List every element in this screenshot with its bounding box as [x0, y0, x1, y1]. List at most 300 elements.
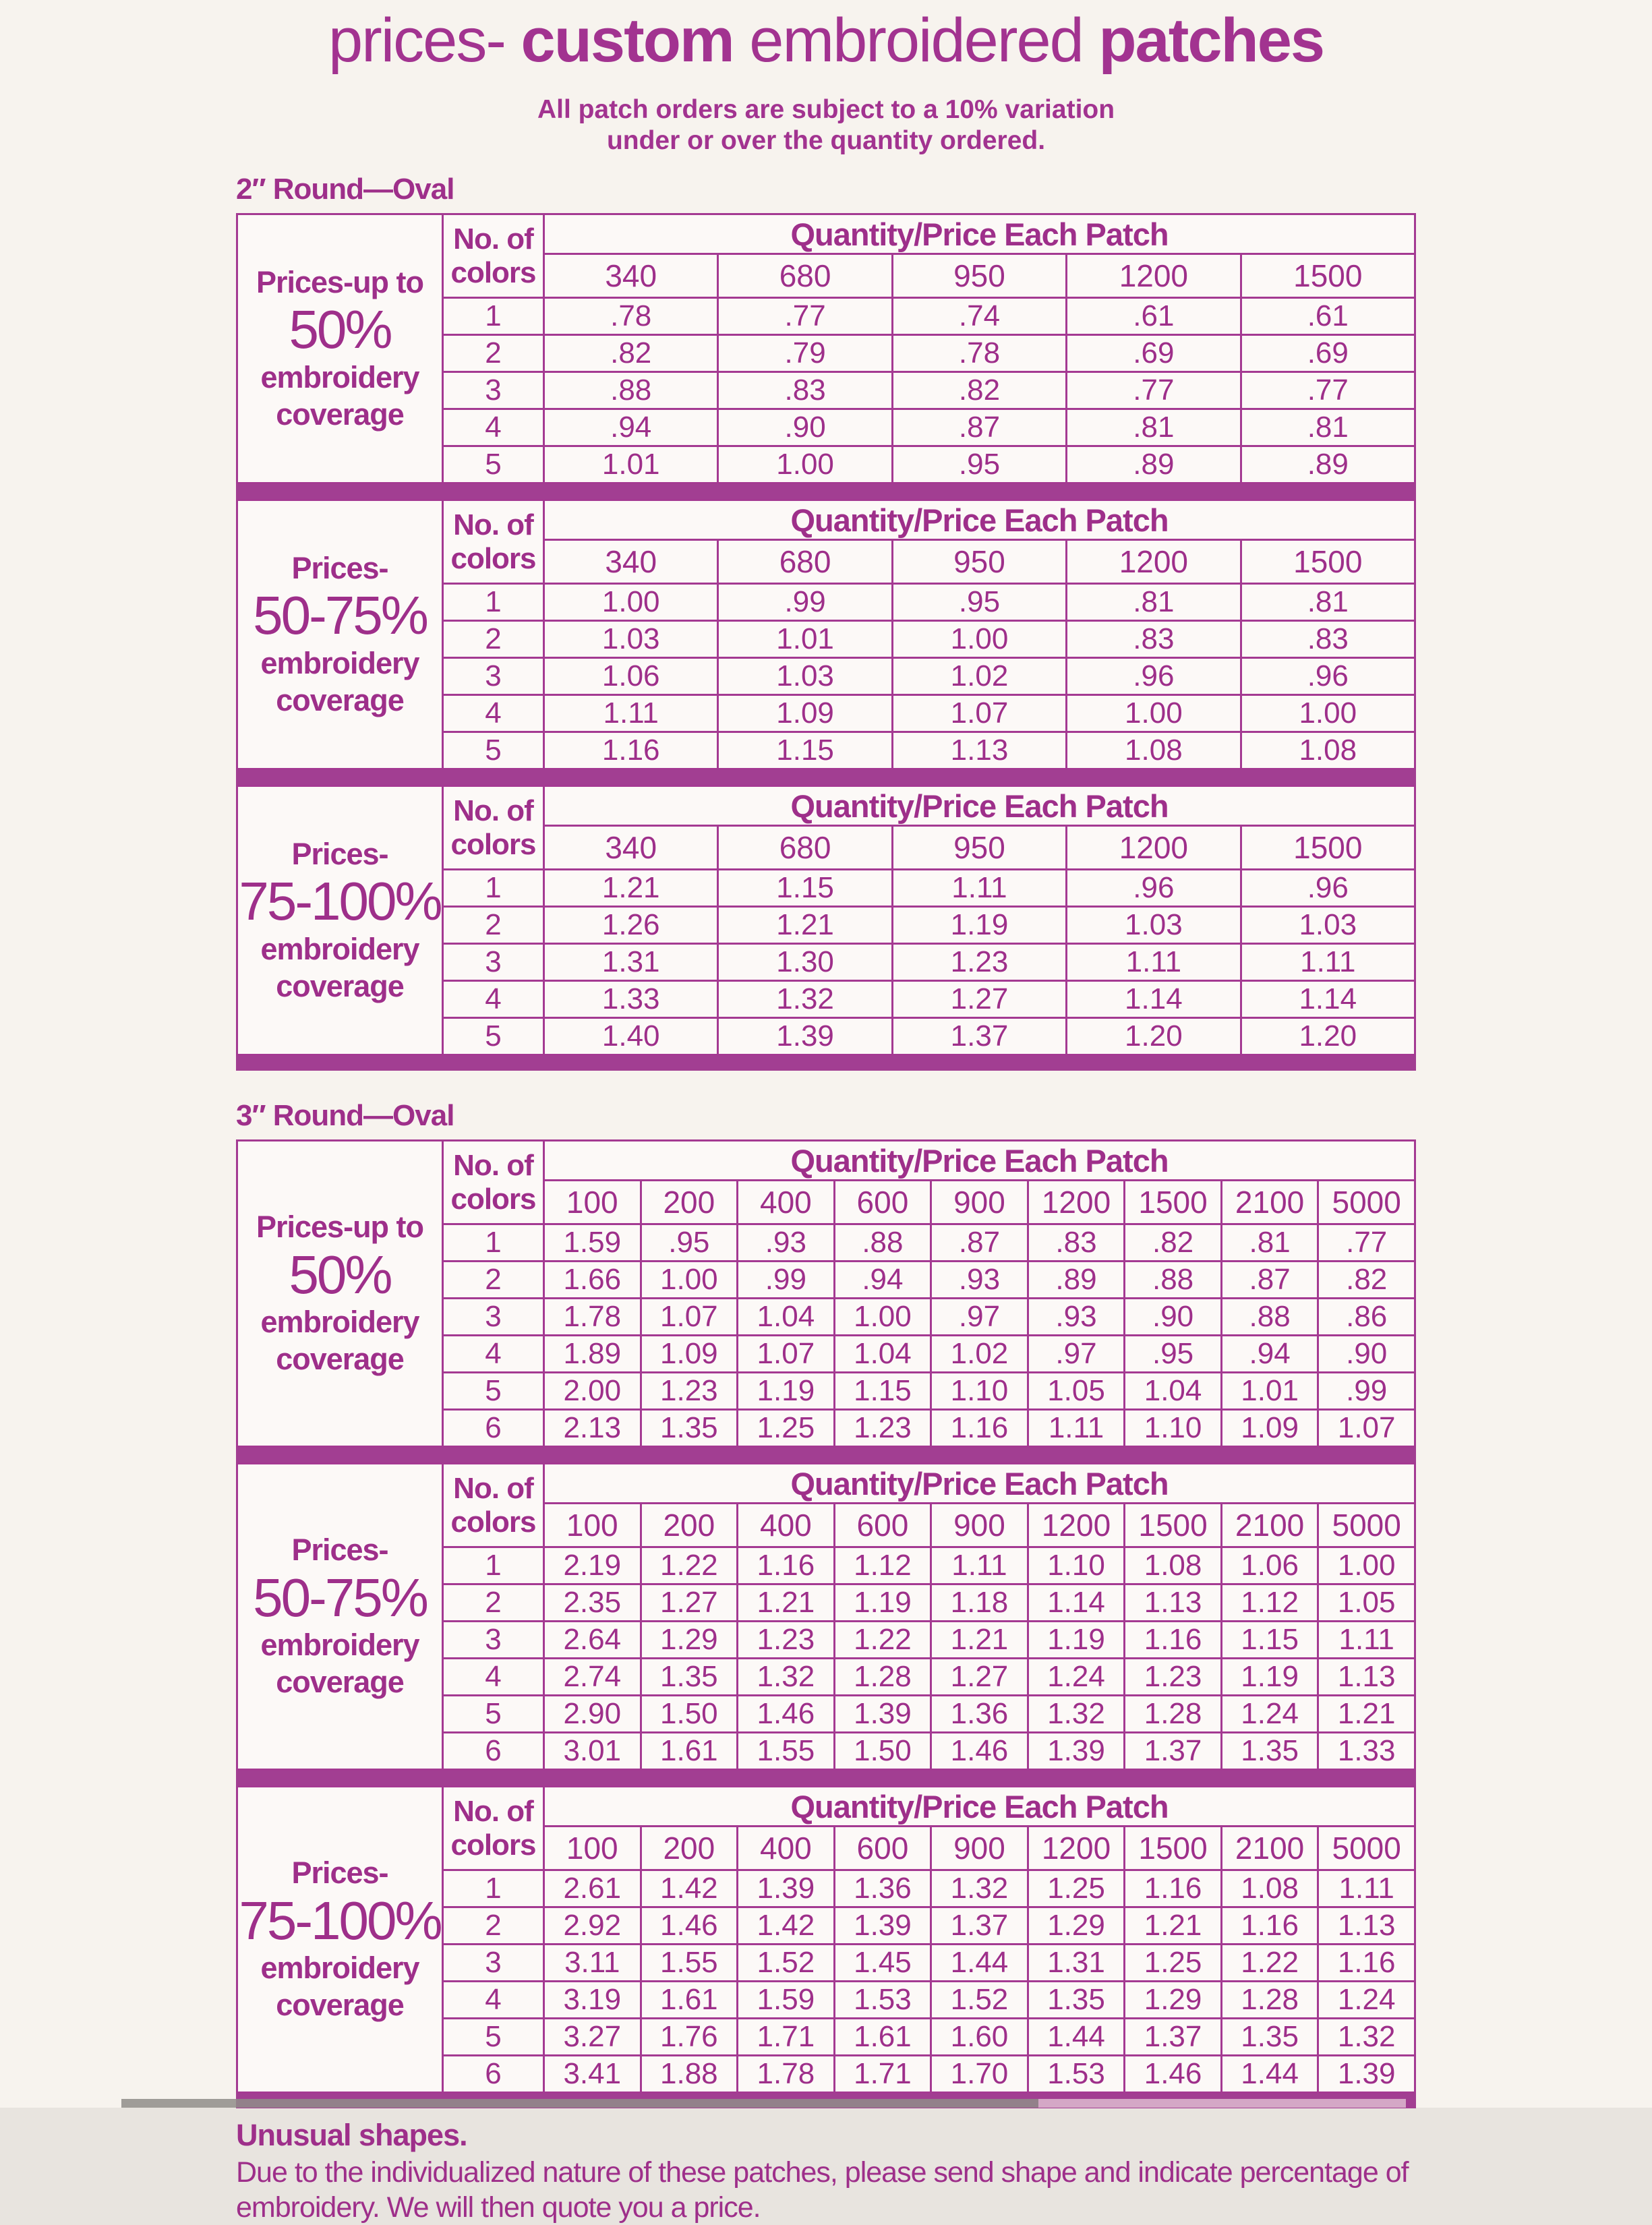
- header-row-1: [237, 500, 1415, 540]
- price-cell: 1.11: [1067, 944, 1241, 981]
- price-cell: 3.19: [544, 1982, 641, 2019]
- coverage-label-percent: 75-100%: [239, 1890, 441, 1951]
- price-table: [236, 1785, 1416, 2094]
- coverage-label-line: embroidery: [260, 645, 419, 680]
- scan-edge-artifact-gray: [121, 2099, 1038, 2108]
- price-cell: 1.04: [834, 1336, 931, 1373]
- table-body: [237, 500, 1415, 769]
- price-cell: 1.32: [738, 1659, 835, 1696]
- price-cell: 1.23: [641, 1373, 738, 1410]
- price-cell: 1.39: [834, 1696, 931, 1733]
- no-of-colors-line: No. of: [453, 1472, 533, 1506]
- price-cell: .90: [1318, 1336, 1415, 1373]
- coverage-label-top: Prices-up to: [256, 1210, 424, 1244]
- title-part-custom: custom: [521, 6, 734, 75]
- price-cell: 1.00: [1318, 1547, 1415, 1584]
- price-cell: 1.03: [1067, 907, 1241, 944]
- price-cell: 1.16: [931, 1410, 1028, 1447]
- color-count-cell: 1: [443, 870, 544, 907]
- price-cell: .86: [1318, 1299, 1415, 1336]
- price-cell: .95: [641, 1224, 738, 1262]
- price-cell: 1.28: [834, 1659, 931, 1696]
- thick-separator-bar: [236, 1771, 1416, 1785]
- price-cell: 3.27: [544, 2019, 641, 2056]
- coverage-label-percent: 50-75%: [253, 585, 427, 646]
- no-of-colors-line: colors: [450, 1505, 536, 1539]
- price-cell: 1.10: [931, 1373, 1028, 1410]
- price-cell: 1.11: [1318, 1870, 1415, 1907]
- price-cell: 1.09: [641, 1336, 738, 1373]
- price-cell: 1.27: [892, 981, 1066, 1018]
- table-body: [237, 786, 1415, 1055]
- coverage-label-cell: [237, 1787, 443, 2093]
- price-cell: 2.35: [544, 1584, 641, 1622]
- price-cell: 1.06: [1221, 1547, 1318, 1584]
- coverage-label-top: Prices-: [291, 550, 388, 585]
- price-cell: 1.22: [641, 1547, 738, 1584]
- thick-separator-bar: [236, 1448, 1416, 1462]
- price-cell: 1.13: [1318, 1659, 1415, 1696]
- coverage-label-top: Prices-up to: [256, 264, 424, 299]
- price-cell: 1.46: [931, 1733, 1028, 1770]
- price-cell: .94: [834, 1262, 931, 1299]
- price-cell: .69: [1067, 335, 1241, 372]
- coverage-label-line: coverage: [276, 682, 404, 717]
- quantity-header-cell: 1200: [1067, 540, 1241, 584]
- price-cell: 1.39: [738, 1870, 835, 1907]
- table-body: [237, 214, 1415, 483]
- price-cell: 1.21: [738, 1584, 835, 1622]
- quantity-header-cell: 200: [641, 1181, 738, 1224]
- table-body: [237, 1787, 1415, 2093]
- coverage-label-cell: [237, 214, 443, 483]
- price-cell: 1.50: [834, 1733, 931, 1770]
- price-cell: 1.11: [1318, 1622, 1415, 1659]
- price-cell: 1.13: [1125, 1584, 1222, 1622]
- price-table-group: [236, 1139, 1416, 2108]
- price-cell: 1.11: [1241, 944, 1415, 981]
- price-cell: .88: [834, 1224, 931, 1262]
- price-cell: .83: [1067, 621, 1241, 658]
- price-cell: 1.15: [1221, 1622, 1318, 1659]
- price-cell: 1.33: [544, 981, 718, 1018]
- price-cell: 1.32: [1318, 2019, 1415, 2056]
- price-cell: .99: [718, 584, 892, 621]
- coverage-label-line: coverage: [276, 968, 404, 1003]
- no-of-colors-line: No. of: [453, 1795, 533, 1829]
- subtitle: [0, 94, 1652, 156]
- price-cell: .96: [1241, 870, 1415, 907]
- price-cell: 1.89: [544, 1336, 641, 1373]
- price-cell: .87: [931, 1224, 1028, 1262]
- price-cell: 1.23: [892, 944, 1066, 981]
- price-cell: 1.18: [931, 1584, 1028, 1622]
- color-count-cell: 1: [443, 298, 544, 335]
- quantity-header-cell: 600: [834, 1827, 931, 1870]
- price-cell: 1.01: [1221, 1373, 1318, 1410]
- price-cell: 1.42: [738, 1907, 835, 1945]
- price-cell: .94: [1221, 1336, 1318, 1373]
- price-cell: .77: [1241, 372, 1415, 409]
- price-cell: 1.25: [738, 1410, 835, 1447]
- price-cell: 1.07: [892, 695, 1066, 732]
- price-cell: 1.06: [544, 658, 718, 695]
- price-table: [236, 499, 1416, 770]
- price-cell: 1.01: [718, 621, 892, 658]
- price-cell: 1.52: [931, 1982, 1028, 2019]
- quantity-header-cell: 900: [931, 1504, 1028, 1547]
- price-cell: .79: [718, 335, 892, 372]
- price-cell: 1.37: [931, 1907, 1028, 1945]
- color-count-cell: 1: [443, 1870, 544, 1907]
- price-cell: 2.61: [544, 1870, 641, 1907]
- price-table: [236, 785, 1416, 1056]
- price-cell: 1.11: [1028, 1410, 1125, 1447]
- price-cell: 2.92: [544, 1907, 641, 1945]
- table-body: [237, 1141, 1415, 1447]
- header-row-1: [237, 1464, 1415, 1504]
- price-cell: 1.88: [641, 2056, 738, 2093]
- color-count-cell: 2: [443, 907, 544, 944]
- price-cell: 2.74: [544, 1659, 641, 1696]
- price-cell: .81: [1241, 409, 1415, 446]
- price-cell: 1.36: [834, 1870, 931, 1907]
- price-cell: .82: [1318, 1262, 1415, 1299]
- price-cell: 1.07: [738, 1336, 835, 1373]
- price-cell: 3.11: [544, 1945, 641, 1982]
- price-cell: 1.16: [738, 1547, 835, 1584]
- coverage-label-line: embroidery: [260, 1951, 419, 1986]
- price-cell: 1.46: [1125, 2056, 1222, 2093]
- quantity-header-cell: 950: [892, 826, 1066, 870]
- price-cell: 1.46: [738, 1696, 835, 1733]
- price-cell: 1.37: [1125, 2019, 1222, 2056]
- price-cell: 1.53: [1028, 2056, 1125, 2093]
- price-cell: 1.21: [1125, 1907, 1222, 1945]
- color-count-cell: 2: [443, 1262, 544, 1299]
- price-cell: .87: [1221, 1262, 1318, 1299]
- quantity-price-header: Quantity/Price Each Patch: [544, 1141, 1415, 1181]
- price-cell: 1.01: [544, 446, 718, 483]
- color-count-cell: 5: [443, 446, 544, 483]
- price-cell: 1.14: [1028, 1584, 1125, 1622]
- quantity-price-header: Quantity/Price Each Patch: [544, 786, 1415, 826]
- price-cell: 1.39: [718, 1018, 892, 1055]
- price-cell: .89: [1067, 446, 1241, 483]
- price-cell: .96: [1067, 658, 1241, 695]
- price-cell: 1.20: [1067, 1018, 1241, 1055]
- price-cell: 1.28: [1221, 1982, 1318, 2019]
- color-count-cell: 2: [443, 1584, 544, 1622]
- price-cell: 1.09: [718, 695, 892, 732]
- coverage-label-percent: 50%: [289, 1244, 391, 1305]
- quantity-header-cell: 400: [738, 1827, 835, 1870]
- coverage-label-line: coverage: [276, 1342, 404, 1377]
- price-cell: 1.50: [641, 1696, 738, 1733]
- price-cell: .61: [1067, 298, 1241, 335]
- coverage-label-line: coverage: [276, 396, 404, 432]
- price-cell: .94: [544, 409, 718, 446]
- price-cell: 1.35: [1221, 2019, 1318, 2056]
- price-cell: 1.03: [1241, 907, 1415, 944]
- price-cell: 1.55: [738, 1733, 835, 1770]
- price-cell: .93: [931, 1262, 1028, 1299]
- header-row-1: [237, 214, 1415, 254]
- quantity-header-cell: 1500: [1241, 826, 1415, 870]
- coverage-label-line: coverage: [276, 1988, 404, 2023]
- price-cell: 1.04: [738, 1299, 835, 1336]
- price-cell: 1.08: [1221, 1870, 1318, 1907]
- price-cell: 1.40: [544, 1018, 718, 1055]
- price-cell: 1.23: [834, 1410, 931, 1447]
- color-count-cell: 3: [443, 1945, 544, 1982]
- coverage-label-cell: [237, 1141, 443, 1447]
- price-cell: 1.30: [718, 944, 892, 981]
- price-table: [236, 213, 1416, 484]
- quantity-header-cell: 1200: [1028, 1504, 1125, 1547]
- price-cell: 1.37: [1125, 1733, 1222, 1770]
- price-cell: 1.39: [1318, 2056, 1415, 2093]
- price-cell: .61: [1241, 298, 1415, 335]
- quantity-header-cell: 400: [738, 1181, 835, 1224]
- price-cell: 1.00: [1241, 695, 1415, 732]
- subtitle-line-2: under or over the quantity ordered.: [606, 126, 1046, 156]
- price-cell: 2.00: [544, 1373, 641, 1410]
- color-count-cell: 5: [443, 2019, 544, 2056]
- no-of-colors-line: No. of: [453, 222, 533, 256]
- color-count-cell: 4: [443, 1336, 544, 1373]
- color-count-cell: 3: [443, 1299, 544, 1336]
- price-cell: .99: [738, 1262, 835, 1299]
- quantity-header-cell: 400: [738, 1504, 835, 1547]
- price-cell: 2.90: [544, 1696, 641, 1733]
- price-cell: 1.07: [641, 1299, 738, 1336]
- price-cell: 1.09: [1221, 1410, 1318, 1447]
- color-count-cell: 4: [443, 695, 544, 732]
- price-cell: 1.23: [738, 1622, 835, 1659]
- color-count-cell: 5: [443, 732, 544, 769]
- price-cell: .81: [1241, 584, 1415, 621]
- price-cell: .97: [1028, 1336, 1125, 1373]
- price-cell: 1.26: [544, 907, 718, 944]
- color-count-cell: 4: [443, 981, 544, 1018]
- price-cell: 1.53: [834, 1982, 931, 2019]
- no-of-colors-line: No. of: [453, 508, 533, 542]
- price-cell: 1.46: [641, 1907, 738, 1945]
- price-cell: .81: [1067, 409, 1241, 446]
- price-cell: 1.11: [892, 870, 1066, 907]
- price-cell: 1.35: [641, 1410, 738, 1447]
- price-cell: 1.21: [931, 1622, 1028, 1659]
- price-cell: 1.12: [834, 1547, 931, 1584]
- no-of-colors-line: colors: [450, 256, 536, 289]
- price-cell: .78: [892, 335, 1066, 372]
- color-count-cell: 1: [443, 584, 544, 621]
- price-cell: 1.59: [738, 1982, 835, 2019]
- price-cell: 1.22: [834, 1622, 931, 1659]
- coverage-label-percent: 75-100%: [239, 871, 441, 932]
- coverage-label-percent: 50-75%: [253, 1567, 427, 1628]
- quantity-header-cell: 680: [718, 826, 892, 870]
- color-count-cell: 6: [443, 1410, 544, 1447]
- no-of-colors-header: [443, 786, 544, 870]
- quantity-header-cell: 680: [718, 540, 892, 584]
- no-of-colors-line: No. of: [453, 1149, 533, 1183]
- price-cell: 1.61: [641, 1733, 738, 1770]
- quantity-header-cell: 340: [544, 254, 718, 298]
- no-of-colors-header: [443, 1141, 544, 1224]
- price-cell: 1.23: [1125, 1659, 1222, 1696]
- no-of-colors-header: [443, 214, 544, 298]
- price-cell: 1.24: [1221, 1696, 1318, 1733]
- price-cell: 1.19: [892, 907, 1066, 944]
- price-cell: .82: [1125, 1224, 1222, 1262]
- quantity-header-cell: 950: [892, 540, 1066, 584]
- quantity-header-cell: 1200: [1067, 826, 1241, 870]
- price-cell: 1.04: [1125, 1373, 1222, 1410]
- quantity-header-cell: 950: [892, 254, 1066, 298]
- price-cell: .89: [1028, 1262, 1125, 1299]
- price-cell: 1.10: [1125, 1410, 1222, 1447]
- price-cell: .77: [718, 298, 892, 335]
- price-cell: 1.16: [544, 732, 718, 769]
- subtitle-line-1: All patch orders are subject to a 10% variation: [537, 95, 1115, 124]
- price-cell: 1.52: [738, 1945, 835, 1982]
- quantity-header-cell: 1500: [1125, 1504, 1222, 1547]
- price-cell: 1.14: [1241, 981, 1415, 1018]
- price-cell: 1.42: [641, 1870, 738, 1907]
- quantity-header-cell: 5000: [1318, 1504, 1415, 1547]
- quantity-header-cell: 2100: [1221, 1181, 1318, 1224]
- quantity-header-cell: 2100: [1221, 1504, 1318, 1547]
- color-count-cell: 2: [443, 1907, 544, 1945]
- price-cell: .90: [718, 409, 892, 446]
- coverage-label-line: embroidery: [260, 931, 419, 966]
- price-cell: 1.21: [544, 870, 718, 907]
- quantity-header-cell: 100: [544, 1181, 641, 1224]
- price-cell: 1.00: [641, 1262, 738, 1299]
- price-cell: .95: [892, 446, 1066, 483]
- price-cell: 1.16: [1318, 1945, 1415, 1982]
- title-part-patches: patches: [1098, 6, 1324, 75]
- price-cell: 1.25: [1125, 1945, 1222, 1982]
- coverage-label-top: Prices-: [291, 836, 388, 871]
- quantity-header-cell: 200: [641, 1827, 738, 1870]
- price-cell: 1.12: [1221, 1584, 1318, 1622]
- coverage-label-line: embroidery: [260, 359, 419, 394]
- quantity-header-cell: 200: [641, 1504, 738, 1547]
- coverage-label-line: coverage: [276, 1665, 404, 1700]
- quantity-header-cell: 340: [544, 540, 718, 584]
- quantity-header-cell: 680: [718, 254, 892, 298]
- price-cell: 2.19: [544, 1547, 641, 1584]
- price-cell: 1.15: [834, 1373, 931, 1410]
- price-cell: 1.70: [931, 2056, 1028, 2093]
- price-cell: 1.61: [834, 2019, 931, 2056]
- price-cell: 1.19: [1221, 1659, 1318, 1696]
- scan-edge-artifact-pink: [1038, 2099, 1406, 2108]
- price-cell: 1.60: [931, 2019, 1028, 2056]
- quantity-header-cell: 100: [544, 1504, 641, 1547]
- color-count-cell: 4: [443, 1659, 544, 1696]
- price-cell: 2.13: [544, 1410, 641, 1447]
- no-of-colors-header: [443, 500, 544, 584]
- price-cell: 1.35: [1221, 1733, 1318, 1770]
- footer-body: Due to the individualized nature of these patches, please send shape and indicate percentage of embroidery. We will then quote you a price.: [236, 2156, 1409, 2224]
- quantity-price-header: Quantity/Price Each Patch: [544, 1464, 1415, 1504]
- color-count-cell: 4: [443, 1982, 544, 2019]
- quantity-header-cell: 600: [834, 1504, 931, 1547]
- price-cell: 1.00: [544, 584, 718, 621]
- price-cell: 1.11: [544, 695, 718, 732]
- price-cell: 1.05: [1318, 1584, 1415, 1622]
- price-cell: 1.33: [1318, 1733, 1415, 1770]
- table-body: [237, 1464, 1415, 1770]
- price-cell: 1.44: [931, 1945, 1028, 1982]
- header-row-1: [237, 1141, 1415, 1181]
- price-cell: .81: [1067, 584, 1241, 621]
- quantity-header-cell: 1500: [1125, 1181, 1222, 1224]
- price-cell: 1.00: [718, 446, 892, 483]
- section-heading: 2″ Round—Oval: [236, 173, 454, 206]
- price-cell: .83: [1028, 1224, 1125, 1262]
- thick-separator-bar: [236, 770, 1416, 785]
- price-cell: .88: [1125, 1262, 1222, 1299]
- price-cell: 1.08: [1067, 732, 1241, 769]
- price-cell: 3.41: [544, 2056, 641, 2093]
- price-cell: 1.03: [718, 658, 892, 695]
- quantity-header-cell: 1500: [1241, 254, 1415, 298]
- quantity-header-cell: 900: [931, 1181, 1028, 1224]
- no-of-colors-line: colors: [450, 1828, 536, 1862]
- price-cell: 1.22: [1221, 1945, 1318, 1982]
- no-of-colors-line: No. of: [453, 794, 533, 828]
- color-count-cell: 3: [443, 944, 544, 981]
- header-row-1: [237, 1787, 1415, 1827]
- color-count-cell: 5: [443, 1373, 544, 1410]
- price-cell: 1.21: [718, 907, 892, 944]
- price-cell: 1.24: [1028, 1659, 1125, 1696]
- price-cell: .93: [738, 1224, 835, 1262]
- color-count-cell: 3: [443, 1622, 544, 1659]
- quantity-price-header: Quantity/Price Each Patch: [544, 500, 1415, 540]
- price-cell: 1.05: [1028, 1373, 1125, 1410]
- coverage-label-cell: [237, 1464, 443, 1770]
- color-count-cell: 5: [443, 1018, 544, 1055]
- price-cell: 1.44: [1221, 2056, 1318, 2093]
- price-cell: 1.66: [544, 1262, 641, 1299]
- color-count-cell: 5: [443, 1696, 544, 1733]
- section-heading: 3″ Round—Oval: [236, 1099, 454, 1133]
- price-cell: 1.10: [1028, 1547, 1125, 1584]
- price-cell: 1.13: [1318, 1907, 1415, 1945]
- price-cell: .82: [892, 372, 1066, 409]
- price-cell: 1.00: [892, 621, 1066, 658]
- price-cell: .77: [1318, 1224, 1415, 1262]
- price-cell: 1.08: [1125, 1547, 1222, 1584]
- no-of-colors-header: [443, 1464, 544, 1547]
- price-cell: 1.32: [931, 1870, 1028, 1907]
- price-table-group: [236, 213, 1416, 1071]
- price-cell: 1.07: [1318, 1410, 1415, 1447]
- coverage-label-top: Prices-: [291, 1856, 388, 1890]
- no-of-colors-line: colors: [450, 1182, 536, 1216]
- color-count-cell: 2: [443, 335, 544, 372]
- price-cell: .87: [892, 409, 1066, 446]
- coverage-label-cell: [237, 500, 443, 769]
- price-cell: .89: [1241, 446, 1415, 483]
- color-count-cell: 6: [443, 1733, 544, 1770]
